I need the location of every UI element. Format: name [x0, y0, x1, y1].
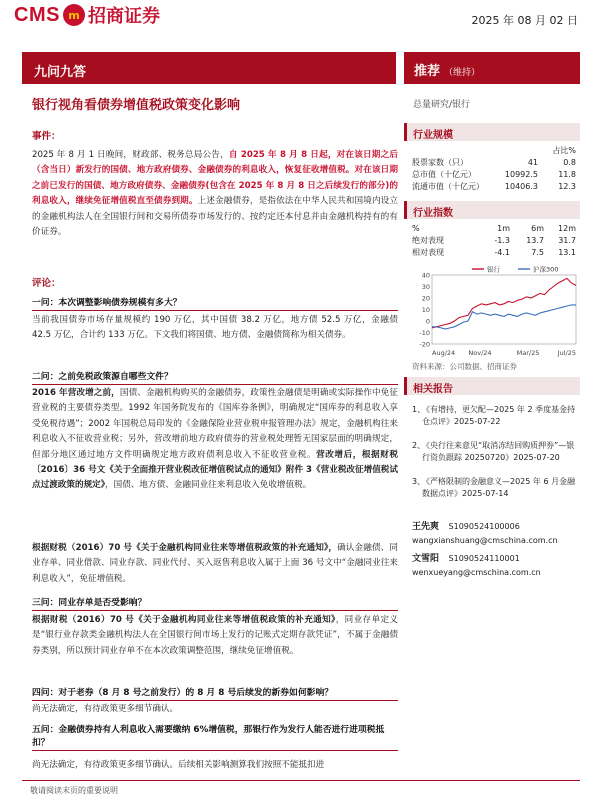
legend-label: 银行 [487, 265, 500, 274]
logo-mark-icon: m [63, 4, 85, 26]
industry-index-title: 行业指数 [413, 208, 453, 219]
list-item[interactable] [412, 476, 582, 500]
q3-body-b: ，同业存单定义是“银行业存款类金融机构法人在全国银行间市场上发行的记账式定期存款凭证”，不属于金融债券类别，所以预计同业存单不在本次政策调整范围，继续免征增值税。 [32, 615, 398, 656]
table-row [412, 246, 576, 258]
row-label: 相对表现 [412, 247, 444, 257]
index-chart-svg [412, 263, 580, 358]
row-pct: 0.8 [563, 157, 576, 167]
q3-title: 三问：同业存单是否受影响？ [32, 595, 398, 611]
event-text-c: 上述金融债券，是指依法在中华人民共和国境内设立的金融机构法人在全国银行间和交易所债券市场发行的、按约定还本付息并由金融机构持有的有价证券。 [32, 196, 398, 238]
series-line-沪深300 [432, 305, 576, 329]
event-text-a: 2025 年 8 月 1 日晚间，财政部、税务总局公告， [32, 150, 229, 160]
row-value: 13.1 [558, 247, 576, 257]
row-value: 7.5 [531, 247, 544, 257]
report-title: 银行视角看债券增值税政策变化影响 [32, 98, 241, 113]
x-tick-label: Mar/25 [516, 349, 540, 357]
industry-size-title: 行业规模 [413, 130, 453, 141]
row-label: 股票家数（只） [412, 157, 468, 167]
q2-body-d: ，国债、地方债、金融同业往来利息收入免收增值税。 [105, 480, 312, 491]
table-header-row [412, 144, 576, 156]
report-type-label: 九问九答 [34, 65, 87, 80]
row-label: 总市值（十亿元） [412, 169, 476, 179]
header-cell: 1m [497, 223, 510, 233]
row-label: 流通市值（十亿元） [412, 181, 484, 191]
row-value: 13.7 [526, 235, 544, 245]
analyst-block [412, 520, 582, 547]
row-value: 10992.5 [504, 169, 538, 179]
analyst-email[interactable]: wenxueyang@cmschina.com.cn [412, 568, 541, 577]
analyst-block [412, 552, 582, 579]
q2-body-f: 确认金融债、同业存单、同业借款、同业存款、同业代付、买入返售利息收入属于上面 36 号文中“金融同业往来利息收入”，免征增值税。 [32, 543, 398, 584]
industry-size-header [404, 123, 580, 141]
y-tick-label: -20 [419, 340, 430, 349]
q2-body-b: 国债、金融机构购买的金融债券，政策性金融债是明确或实际操作中免征营业税的主要债券类型。1992 年国务院发布的《国库券条例》，明确规定“国库券的利息收入享受免税待遇”；2002 年国税总局印发的《金融保险业营业税申报管理办法》规定，金融机构往来利息收入不征收营业税；另外，营改增前地方政府债券的营业税处理暂无国家层面的明确规定，但部分地区通过地方文件明确规定地方政府债利息收入不征收营业税。 [32, 388, 398, 460]
related-reports-title: 相关报告 [413, 384, 453, 395]
pct-header: 占比% [552, 145, 576, 155]
chart-source: 资料来源：公司数据、招商证券 [412, 362, 517, 371]
footer-note: 敬请阅读末页的重要说明 [30, 786, 118, 795]
q2-body [32, 386, 398, 494]
related-reports-header [404, 377, 580, 395]
x-tick-label: Aug/24 [432, 349, 456, 357]
series-line-银行 [432, 278, 576, 328]
header-cell: % [412, 223, 420, 233]
row-pct: 11.8 [558, 169, 576, 179]
q1-title: 一问：本次调整影响债券规模有多大？ [32, 295, 398, 311]
list-item[interactable] [412, 440, 582, 464]
row-value: -4.1 [494, 247, 510, 257]
q2-title: 二问：之前免税政策源自哪些文件？ [32, 369, 398, 385]
y-tick-label: 40 [421, 271, 430, 280]
y-tick-label: -10 [419, 329, 430, 337]
comment-label: 评论： [32, 278, 61, 289]
y-tick-label: 30 [421, 283, 430, 291]
item-number: 1、 [412, 405, 426, 414]
industry-size-table [412, 144, 576, 192]
y-tick-label: 0 [425, 317, 430, 326]
q3-body-a: 根据财税（2016）70 号《关于金融机构同业往来等增值税政策的补充通知》 [32, 615, 336, 625]
q2-body-2 [32, 541, 398, 587]
rating-bar [404, 52, 580, 84]
item-number: 3、 [412, 477, 426, 486]
item-text: 《严格限制的金融意义—2025 年 6 月金融数据点评》2025-07-14 [422, 477, 576, 498]
industry-index-header [404, 201, 580, 219]
logo-text-en: CMS [14, 3, 60, 26]
index-chart [412, 263, 580, 358]
analyst-name: 王先爽 [412, 522, 440, 532]
q2-body-c: 营改增后，根据财税〔2016〕36 号文《关于全面推开营业税改征增值税试点的通知》附件 3《营业税改征增值税试点过渡政策的规定》 [32, 449, 398, 491]
sector-label: 总量研究/银行 [413, 100, 471, 110]
page-header [0, 0, 600, 48]
analyst-id: S1090524110001 [448, 554, 520, 563]
row-pct: 12.3 [558, 181, 576, 191]
analyst-id: S1090524100006 [448, 522, 520, 531]
rating-label: 推荐 [414, 64, 441, 79]
x-tick-label: Nov/24 [468, 349, 492, 357]
header-cell: 12m [558, 223, 576, 233]
company-logo [14, 2, 160, 28]
logo-text-cn: 招商证券 [87, 6, 160, 27]
q3-body [32, 613, 398, 659]
item-text: 《有增持，更欠配—2025 年 2 季度基金持仓点评》2025-07-22 [422, 405, 576, 426]
report-date: 2025 年 08 月 02 日 [471, 14, 578, 27]
table-row [412, 234, 576, 246]
q1-body: 当前我国债券市场存量规模约 190 万亿，其中国债 38.2 万亿，地方债 52.5 万亿，金融债 42.5 万亿，合计约 133 万亿。下文我们将国债、地方债、金融债简称为相关债券。 [32, 315, 398, 341]
q5-body: 尚无法确定，有待政策更多细节确认。后续相关影响测算我们按照不能抵扣进 [32, 760, 325, 770]
y-tick-label: 20 [421, 294, 430, 303]
item-number: 2、 [412, 441, 426, 450]
row-value: -1.3 [494, 235, 510, 245]
q4-title: 四问：对于老券（8 月 8 号之前发行）的 8 月 8 号后续发的新券如何影响？ [32, 685, 398, 701]
list-item[interactable] [412, 404, 582, 428]
table-header-row [412, 222, 576, 234]
x-tick-label: Jul/25 [557, 349, 576, 357]
row-label: 绝对表现 [412, 235, 444, 245]
report-type-bar [22, 52, 396, 84]
q2-body-e: 根据财税（2016）70 号《关于金融机构同业往来等增值税政策的补充通知》， [32, 543, 338, 553]
rating-sub: （维持） [444, 68, 481, 78]
industry-index-table [412, 222, 576, 258]
q5-title: 五问：金融债券持有人利息收入需要缴纳 6%增值税，那银行作为发行人能否进行进项税抵扣？ [32, 722, 398, 751]
table-row [412, 156, 576, 168]
legend-label: 沪深300 [533, 265, 559, 274]
header-cell: 6m [531, 223, 544, 233]
row-value: 31.7 [558, 235, 576, 245]
event-paragraph [32, 148, 398, 240]
event-label: 事件： [32, 131, 61, 142]
analyst-email[interactable]: wangxianshuang@cmschina.com.cn [412, 536, 558, 545]
q2-body-a: 2016 年营改增之前， [32, 388, 120, 398]
table-row [412, 168, 576, 180]
table-row [412, 180, 576, 192]
y-tick-label: 10 [421, 306, 430, 314]
item-text: 《央行往来意见“取消冻结回购质押券”—银行资负跟踪 20250720》2025-07-20 [422, 441, 575, 462]
row-value: 10406.3 [504, 181, 538, 191]
footer-divider [22, 780, 580, 781]
q4-body: 尚无法确定，有待政策更多细节确认。 [32, 704, 179, 714]
event-text-highlight: 自 2025 年 8 月 8 日起，对在该日期之后（含当日）新发行的国债、地方政府债券、金融债券的利息收入，恢复征收增值税。对在该日期之前已发行的国债、地方政府债券、金融债券(包含在 2025 年 8 月 8 日之后续发行的部分)的利息收入，继续免征增值税直至债券到期。 [32, 150, 398, 207]
row-value: 41 [527, 157, 538, 167]
analyst-name: 文雪阳 [412, 554, 440, 564]
